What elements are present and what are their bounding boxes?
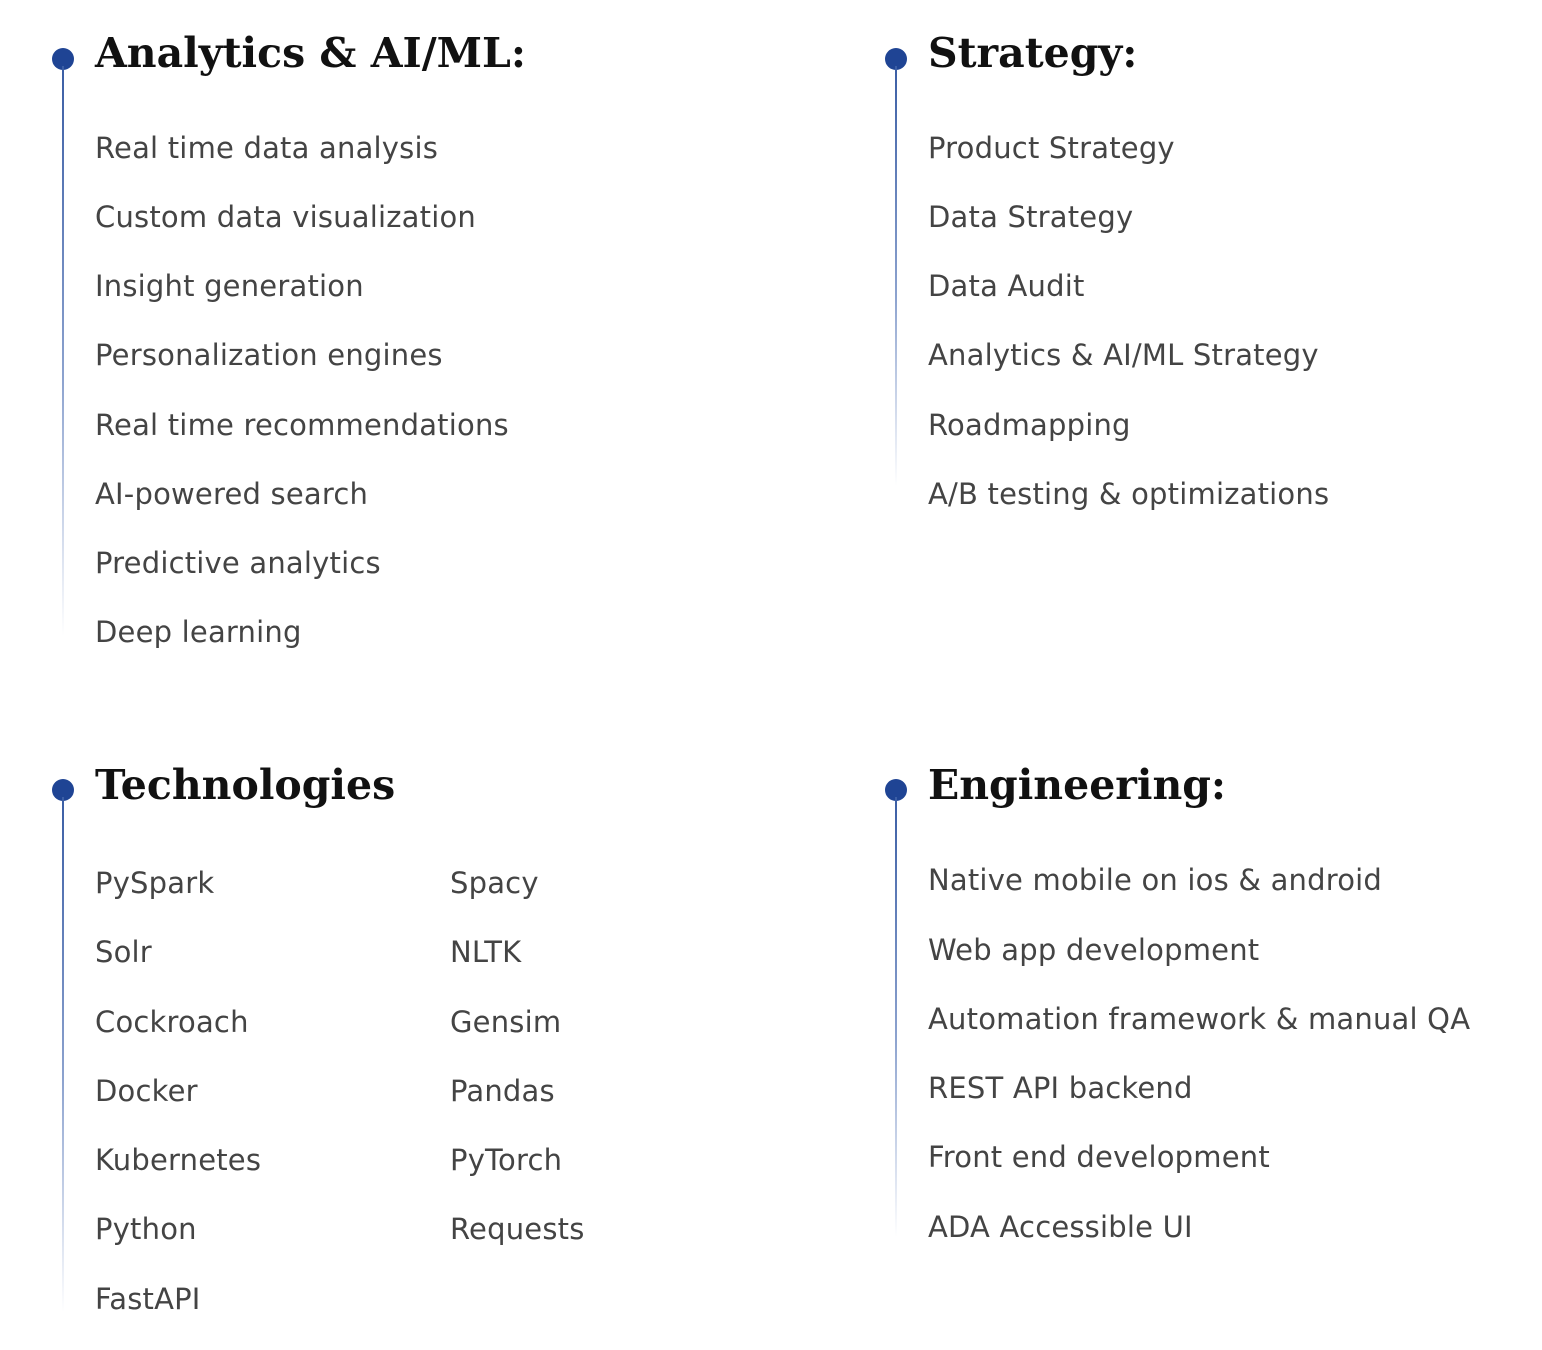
list-item: Docker xyxy=(95,1074,198,1108)
list-item: FastAPI xyxy=(95,1282,201,1316)
list-item: REST API backend xyxy=(928,1071,1193,1105)
list-item: Requests xyxy=(450,1212,585,1246)
section-title: Engineering: xyxy=(928,761,1227,809)
list-item: Product Strategy xyxy=(928,131,1175,165)
list-item: Deep learning xyxy=(95,615,302,649)
list-item: Real time recommendations xyxy=(95,408,509,442)
list-item: Analytics & AI/ML Strategy xyxy=(928,338,1319,372)
list-item: Pandas xyxy=(450,1074,555,1108)
timeline-line xyxy=(62,66,64,636)
timeline-line xyxy=(895,797,897,1237)
list-item: Predictive analytics xyxy=(95,546,381,580)
section-title: Strategy: xyxy=(928,29,1138,77)
section-title: Technologies xyxy=(95,761,396,809)
list-item: Automation framework & manual QA xyxy=(928,1002,1471,1036)
list-item: Python xyxy=(95,1212,197,1246)
list-item: Solr xyxy=(95,935,152,969)
list-item: Cockroach xyxy=(95,1005,249,1039)
list-item: Web app development xyxy=(928,933,1260,967)
list-item: Data Strategy xyxy=(928,200,1134,234)
list-item: Spacy xyxy=(450,866,539,900)
section-title: Analytics & AI/ML: xyxy=(95,29,527,77)
list-item: Roadmapping xyxy=(928,408,1131,442)
timeline-line xyxy=(895,66,897,486)
list-item: Personalization engines xyxy=(95,338,443,372)
list-item: Custom data visualization xyxy=(95,200,476,234)
list-item: Native mobile on ios & android xyxy=(928,863,1383,897)
list-item: Front end development xyxy=(928,1140,1270,1174)
list-item: NLTK xyxy=(450,935,522,969)
list-item: Insight generation xyxy=(95,269,364,303)
list-item: ADA Accessible UI xyxy=(928,1210,1193,1244)
list-item: Kubernetes xyxy=(95,1143,262,1177)
list-item: A/B testing & optimizations xyxy=(928,477,1330,511)
list-item: PyTorch xyxy=(450,1143,563,1177)
list-item: AI-powered search xyxy=(95,477,369,511)
list-item: Real time data analysis xyxy=(95,131,439,165)
timeline-line xyxy=(62,797,64,1312)
list-item: Data Audit xyxy=(928,269,1085,303)
list-item: PySpark xyxy=(95,866,215,900)
list-item: Gensim xyxy=(450,1005,562,1039)
